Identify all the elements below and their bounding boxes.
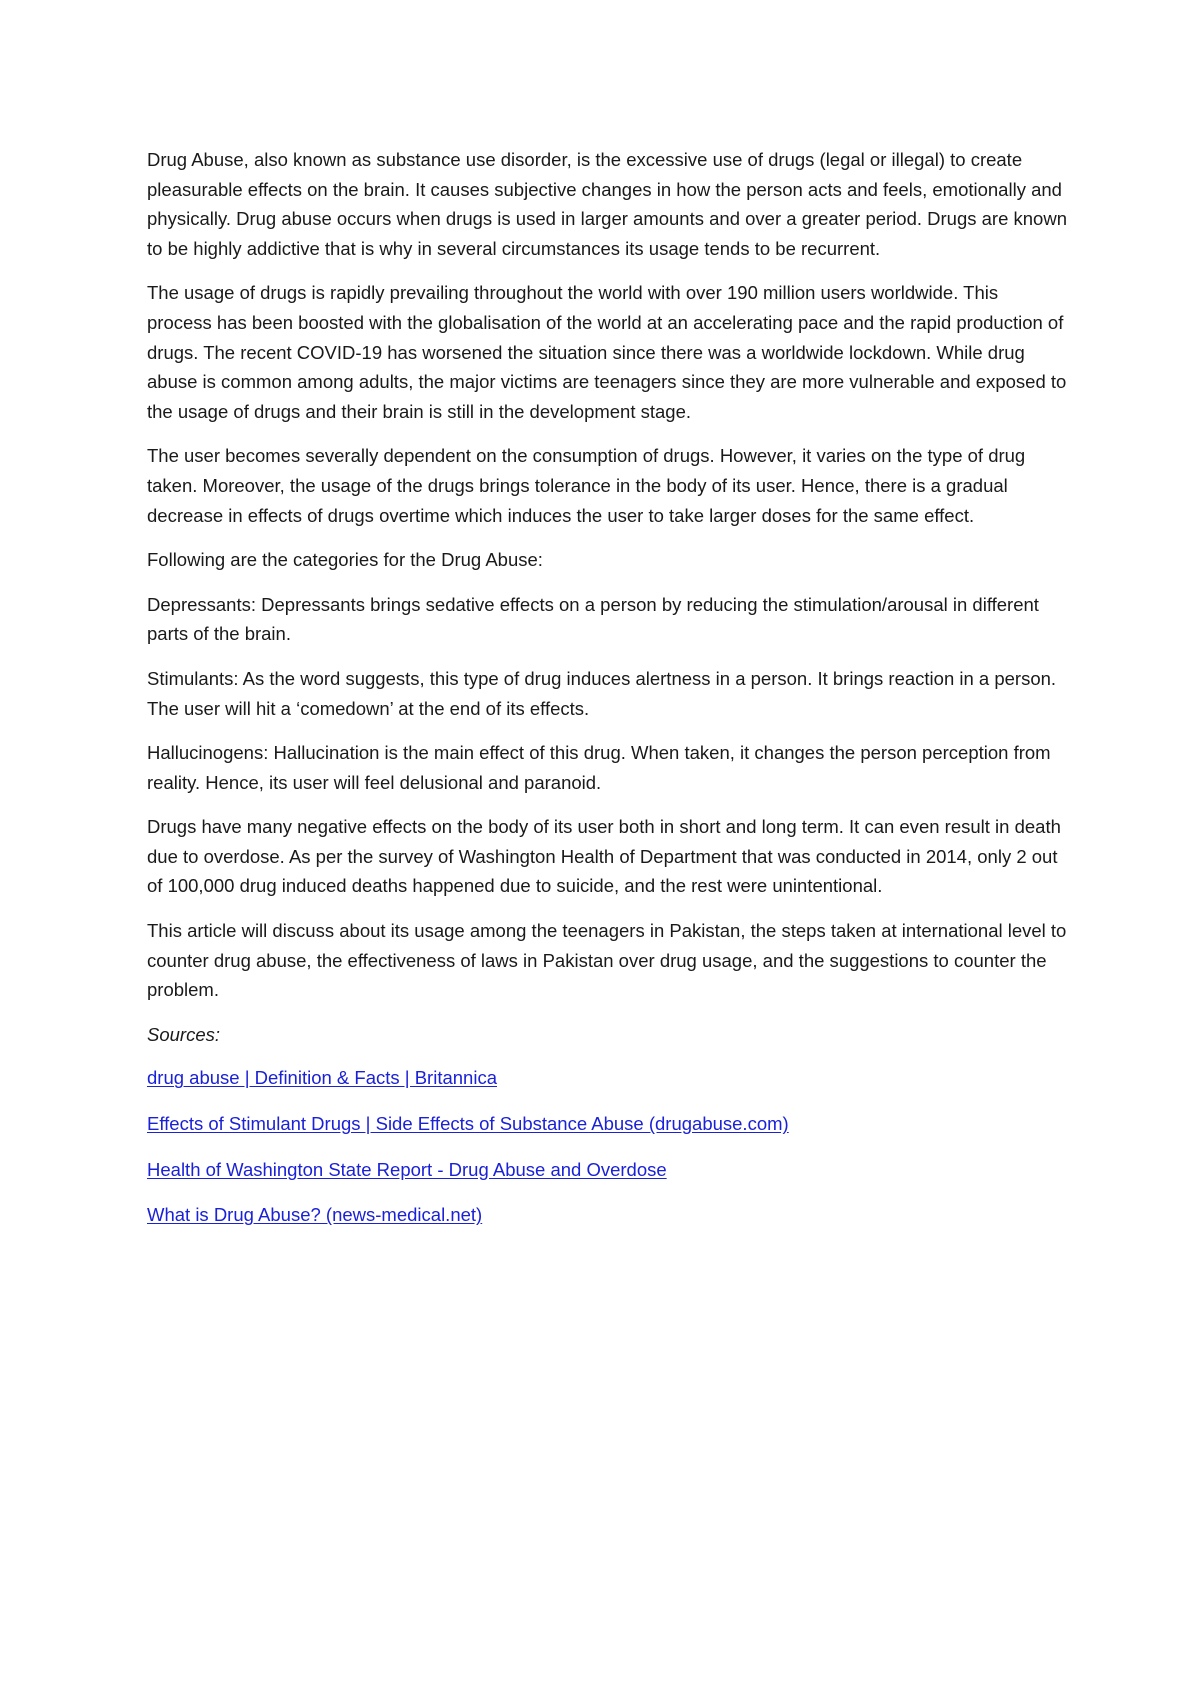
- paragraph-categories-intro: Following are the categories for the Drug Abuse:: [147, 549, 543, 571]
- source-link-britannica[interactable]: drug abuse | Definition & Facts | Britannica: [147, 1067, 497, 1089]
- source-link-drugabuse[interactable]: Effects of Stimulant Drugs | Side Effects of Substance Abuse (drugabuse.com): [147, 1113, 789, 1135]
- source-item: [147, 1109, 1067, 1139]
- paragraph-intro: Drug Abuse, also known as substance use disorder, is the excessive use of drugs (legal or illegal) to create pleasurable effects on the brain. It causes subjective changes in how the person acts and feels, emotionally and physically. Drug abuse occurs when drugs is used in larger amounts and over a greater period. Drugs are known to be highly addictive that is why in several circumstances its usage tends to be recurrent.: [147, 149, 1067, 259]
- paragraph-prevalence: The usage of drugs is rapidly prevailing throughout the world with over 190 million users worldwide. This process has been boosted with the globalisation of the world at an accelerating pace and the rapid production of drugs. The recent COVID-19 has worsened the situation since there was a worldwide lockdown. While drug abuse is common among adults, the major victims are teenagers since they are more vulnerable and exposed to the usage of drugs and their brain is still in the development stage.: [147, 282, 1067, 422]
- paragraph-depressants: Depressants: Depressants brings sedative effects on a person by reducing the stimulation/arousal in different parts of the brain.: [147, 593, 1039, 645]
- source-link-news-medical[interactable]: What is Drug Abuse? (news-medical.net): [147, 1204, 483, 1226]
- source-item: [147, 1063, 1067, 1093]
- paragraph-negative-effects: Drugs have many negative effects on the body of its user both in short and long term. It can even result in death due to overdose. As per the survey of Washington Health of Department that was conducted in 2014, only 2 out of 100,000 drug induced deaths happened due to suicide, and the rest were unintentional.: [147, 816, 1061, 897]
- paragraph-hallucinogens: Hallucinogens: Hallucination is the main effect of this drug. When taken, it changes the person perception from reality. Hence, its user will feel delusional and paranoid.: [147, 742, 1051, 793]
- sources-label: Sources:: [147, 1023, 221, 1045]
- paragraph-stimulants: Stimulants: As the word suggests, this type of drug induces alertness in a person. It brings reaction in a person. The user will hit a ‘comedown’ at the end of its effects.: [147, 667, 1057, 719]
- source-item: [147, 1200, 1067, 1230]
- document-body: [147, 145, 1067, 1246]
- paragraph-dependence: The user becomes severally dependent on the consumption of drugs. However, it varies on the type of drug taken. Moreover, the usage of the drugs brings tolerance in the body of its user. Hence, there is a gradual decrease in effects of drugs overtime which induces the user to take larger doses for the same effect.: [147, 445, 1026, 526]
- source-item: [147, 1155, 1067, 1185]
- source-link-washington-report[interactable]: Health of Washington State Report - Drug Abuse and Overdose: [147, 1158, 667, 1180]
- paragraph-article-scope: This article will discuss about its usage among the teenagers in Pakistan, the steps taken at international level to counter drug abuse, the effectiveness of laws in Pakistan over drug usage, and the suggestions to counter the problem.: [147, 920, 1067, 1001]
